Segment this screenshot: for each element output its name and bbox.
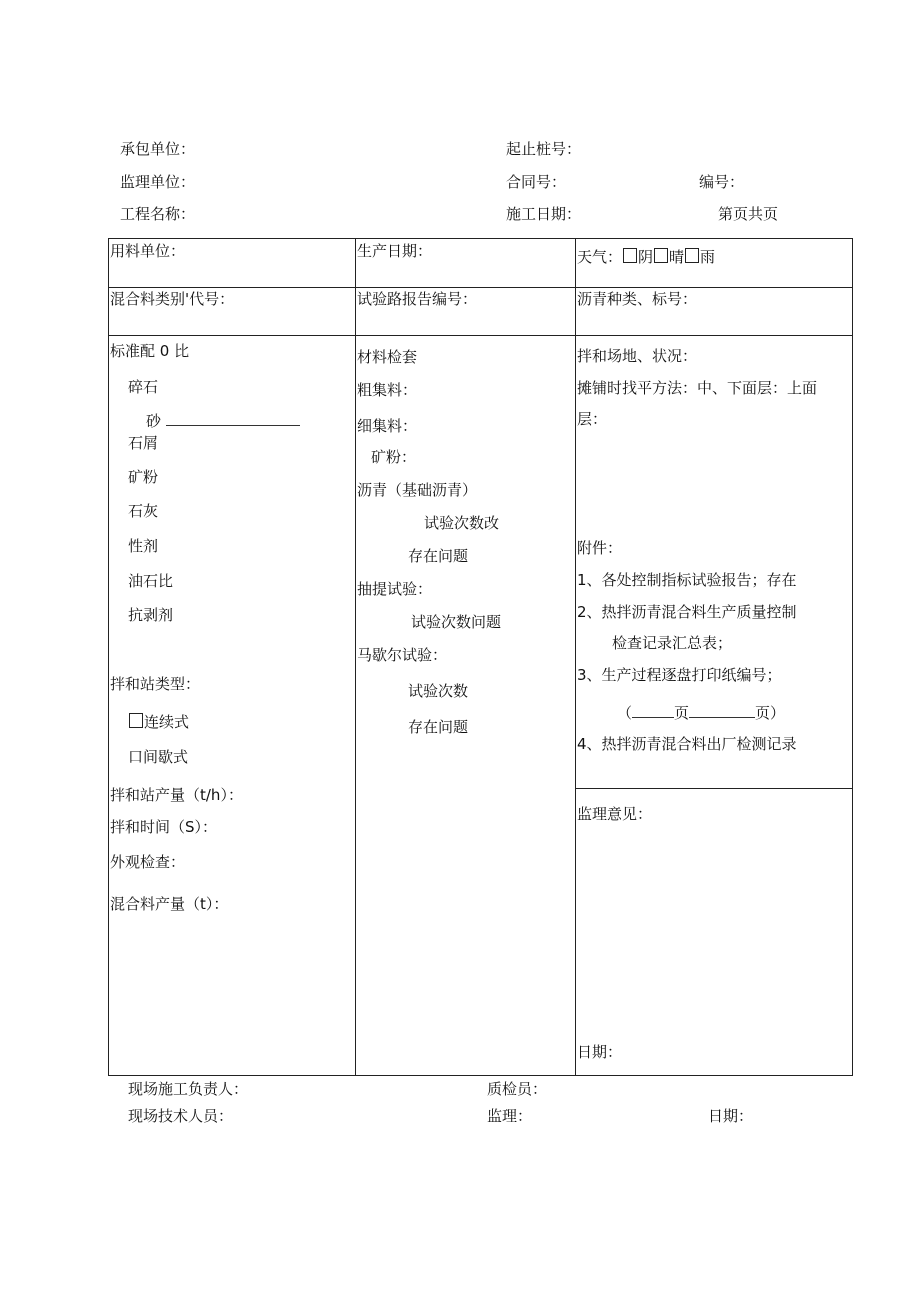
site-status-label: 拌和场地、状况： [577,347,698,365]
project-name-label: 工程名称： [120,205,196,223]
item-stone-chips: 石屑 [128,434,159,452]
contract-no-label: 合同号： [506,173,567,191]
extraction-test-label: 抽提试验： [357,580,433,598]
fine-aggregate-label: 细集料： [357,417,418,435]
production-date-label: 生产日期： [357,242,433,260]
contractor-label: 承包单位： [120,140,196,158]
attachment-3-pages: （ 页 页） [617,704,786,722]
sand-blank-line [166,425,300,426]
item-anti-stripping: 抗剥剂 [128,606,174,624]
page-info: 第页共页 [718,205,779,223]
asphalt-issues: 存在问题 [408,547,469,565]
tech-staff-label: 现场技术人员： [128,1107,234,1125]
item-sand: 砂 [146,412,300,430]
extraction-test-times: 试验次数问题 [411,613,502,631]
mix-ratio-label: 标准配 0 比 [110,342,190,360]
marshall-test-label: 马歇尔试验： [357,646,448,664]
construction-date-label: 施工日期： [506,205,582,223]
item-lime: 石灰 [128,502,159,520]
leveling-method-label: 摊铺时找平方法：中、下面层：上面 [577,379,818,397]
checkbox-cloudy[interactable] [623,248,637,263]
asphalt-type-label: 沥青种类、标号： [577,290,698,308]
weather-field [577,248,715,266]
item-crushed-stone: 碎石 [128,378,159,396]
page-from-blank [632,717,674,718]
footer-date-label: 日期： [708,1107,754,1125]
attachment-1: 1、各处控制指标试验报告；存在 [577,571,797,589]
checkbox-rain[interactable] [685,248,699,263]
coarse-aggregate-label: 粗集料： [357,381,418,399]
mix-type-label: 混合料类别'代号： [110,290,235,308]
mix-time-label: 拌和时间（S）： [110,818,218,836]
item-mineral-powder: 矿粉 [128,468,159,486]
plant-output-label: 拌和站产量（t/h）： [110,786,243,804]
attachment-2: 2、热拌沥青混合料生产质量控制 [577,603,797,621]
mineral-powder-label: 矿粉： [371,448,417,466]
weather-label: 天气： [577,248,623,266]
checkbox-batch[interactable]: 口 [128,748,144,766]
checkbox-continuous[interactable] [129,713,143,728]
supervisor-label: 监理： [487,1107,533,1125]
test-report-no-label: 试验路报告编号： [357,290,478,308]
item-asphalt-ratio: 油石比 [128,572,174,590]
supervision-opinion-label: 监理意见： [577,805,653,823]
pile-range-label: 起止桩号： [506,140,582,158]
material-check-label: 材料检套 [357,348,418,366]
supervisor-unit-label: 监理单位： [120,173,196,191]
inspector-label: 质检员： [487,1080,548,1098]
batch-option: 口间歇式 [128,748,189,766]
leveling-method-cont: 层： [577,410,608,428]
opinion-date-label: 日期： [577,1043,623,1061]
weather-cloudy: 阴 [638,248,654,266]
marshall-test-times: 试验次数 [408,682,469,700]
user-unit-label: 用料单位： [110,242,186,260]
attachment-3: 3、生产过程逐盘打印纸编号； [577,666,782,684]
site-manager-label: 现场施工负责人： [128,1080,249,1098]
attachment-2-cont: 检查记录汇总表； [612,634,733,652]
weather-rain: 雨 [700,248,716,266]
attachment-4: 4、热拌沥青混合料出厂检测记录 [577,735,797,753]
checkbox-sunny[interactable] [654,248,668,263]
appearance-label: 外观检查： [110,853,186,871]
attachment-label: 附件： [577,539,623,557]
marshall-issues: 存在问题 [408,718,469,736]
serial-no-label: 编号： [699,173,745,191]
mix-output-label: 混合料产量（t）： [110,895,229,913]
plant-type-label: 拌和站类型： [110,675,201,693]
page-to-blank [689,717,755,718]
continuous-option: 连续式 [128,713,189,731]
weather-sunny: 晴 [669,248,685,266]
item-modifier: 性剂 [128,537,159,555]
asphalt-label: 沥青（基础沥青） [357,481,478,499]
asphalt-test-times: 试验次数改 [424,514,500,532]
